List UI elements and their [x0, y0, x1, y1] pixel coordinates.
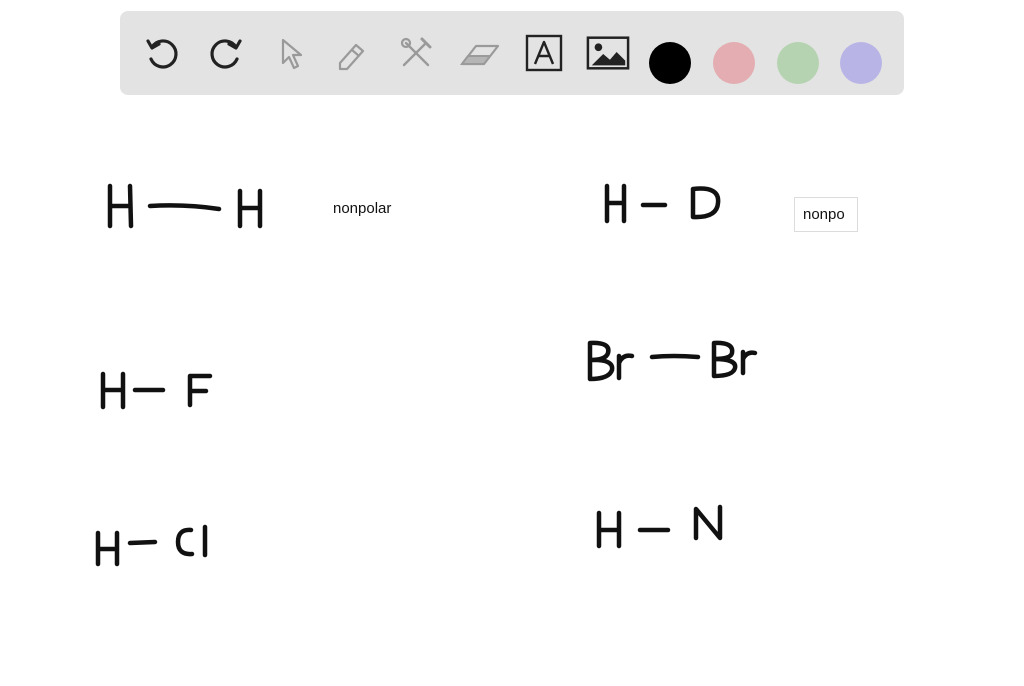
handwritten-h-f	[103, 374, 210, 407]
eraser-icon	[458, 33, 502, 73]
undo-icon	[142, 33, 182, 73]
handwritten-h-cl	[98, 527, 205, 564]
handwritten-br-br	[590, 343, 755, 379]
handwritten-h-h	[110, 186, 260, 226]
text-tool-icon	[524, 33, 564, 73]
eraser-button[interactable]	[458, 31, 502, 75]
color-swatch-green[interactable]	[777, 42, 819, 84]
tools-button[interactable]	[394, 31, 438, 75]
redo-button[interactable]	[204, 31, 248, 75]
undo-button[interactable]	[140, 31, 184, 75]
tools-icon	[396, 33, 436, 73]
color-swatch-pink[interactable]	[713, 42, 755, 84]
select-pointer-icon	[270, 33, 310, 73]
handwritten-h-n	[599, 507, 720, 546]
color-swatch-black[interactable]	[649, 42, 691, 84]
annotation-text[interactable]: nonpolar	[333, 200, 392, 217]
redo-icon	[206, 33, 246, 73]
drawing-canvas[interactable]	[0, 100, 1024, 686]
handwritten-h-o	[607, 186, 718, 221]
text-tool-button[interactable]	[522, 31, 566, 75]
pen-button[interactable]	[330, 31, 374, 75]
image-tool-icon	[586, 33, 630, 73]
annotation-input[interactable]	[803, 206, 855, 223]
drawing-toolbar	[120, 11, 904, 95]
select-button[interactable]	[268, 31, 312, 75]
color-swatch-lavender[interactable]	[840, 42, 882, 84]
text-input-box[interactable]	[794, 197, 858, 232]
pen-icon	[332, 33, 372, 73]
image-tool-button[interactable]	[586, 31, 630, 75]
